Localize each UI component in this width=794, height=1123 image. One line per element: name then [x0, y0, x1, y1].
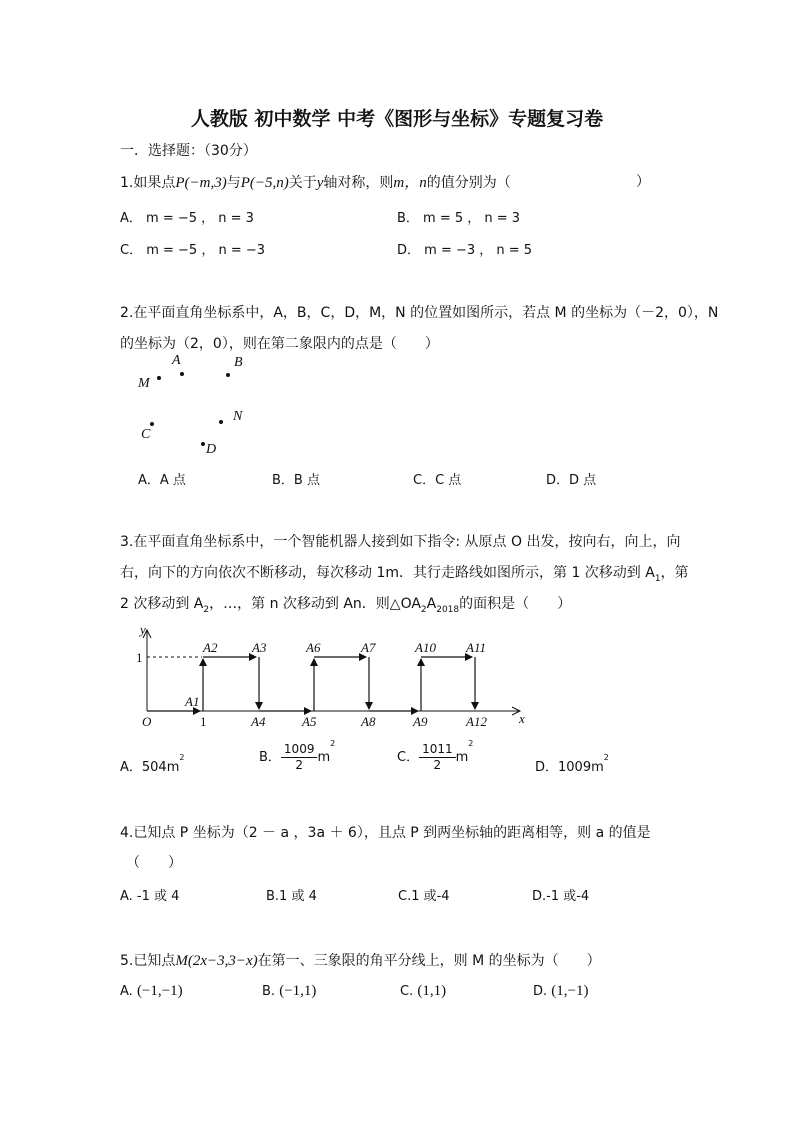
q4-option-d[interactable]: D.-1 或-4: [532, 889, 590, 904]
q3-line2-text: 右，向下的方向依次不断移动，每次移动 1m．其行走路线如图所示，第 1 次移动到 A: [120, 565, 655, 581]
q5-option-b-value: (−1,1): [279, 983, 317, 999]
x-axis-label: x: [519, 711, 525, 726]
a6-label: A6: [306, 640, 321, 655]
q3-line3-a: 2 次移动到 A: [120, 596, 204, 612]
q3-option-a[interactable]: [120, 753, 185, 775]
q1-point-1: P(−m,3): [175, 175, 227, 191]
page-title: 人教版 初中数学 中考《图形与坐标》专题复习卷: [190, 108, 604, 130]
q3-option-a-sup: 2: [179, 753, 185, 762]
point-m-label: M: [138, 376, 150, 391]
q3-option-c-den: 2: [433, 758, 442, 772]
q5-tail: 在第一、三象限的角平分线上，则 M 的坐标为（ ）: [257, 953, 601, 969]
q3-option-d-sup: 2: [603, 753, 609, 762]
q3-option-c-fraction: [419, 742, 456, 773]
q3-option-c-num: 1011: [419, 742, 456, 758]
question-3-line-1: 3.在平面直角坐标系中，一个智能机器人接到如下指令: 从原点 O 出发，按向右，向上，向: [120, 534, 681, 550]
question-4-line-1: 4.已知点 P 坐标为（2 － a ，3a ＋ 6），且点 P 到两坐标轴的距离相等，则 a 的值是: [120, 825, 651, 841]
q5-expression: M(2x−3,3−x): [175, 953, 258, 969]
a7-label: A7: [361, 640, 376, 655]
q3-option-b-unit: m: [317, 750, 331, 765]
a12-label: A12: [466, 714, 487, 729]
q1-point-2: P(−5,n): [240, 175, 289, 191]
q3-option-b-label: B．: [259, 750, 281, 765]
point-b-label: B: [234, 355, 243, 370]
q5-option-c-value: (1,1): [417, 983, 447, 999]
q5-option-a[interactable]: [120, 983, 183, 1000]
q3-option-c-label: C．: [397, 750, 420, 765]
q1-lead: 1.如果点: [120, 175, 176, 191]
q1-option-a[interactable]: A． m = −5 ， n = 3: [120, 211, 254, 226]
q3-line3-sub2: 2: [420, 605, 427, 615]
q3-option-d[interactable]: [535, 753, 609, 775]
question-2-line-2: 的坐标为（2，0），则在第二象限内的点是（ ）: [120, 336, 439, 352]
a1-label: A1: [185, 694, 200, 709]
q1-option-c[interactable]: C． m = −5 ， n = −3: [120, 243, 266, 258]
q1-close-paren: ）: [636, 174, 650, 190]
q3-line3-sub: 2: [203, 605, 210, 615]
q1-option-b[interactable]: B． m = 5 ， n = 3: [397, 211, 521, 226]
q3-line2-sub: 1: [654, 574, 661, 584]
q2-option-a[interactable]: A．A 点: [138, 473, 186, 488]
q4-option-c[interactable]: C.1 或-4: [398, 889, 450, 904]
q2-option-c[interactable]: C．C 点: [413, 473, 462, 488]
q3-option-a-text: A．504m: [120, 760, 180, 775]
q2-option-b[interactable]: B．B 点: [272, 473, 320, 488]
q3-option-b-den: 2: [295, 758, 304, 772]
a4-label: A4: [251, 714, 266, 729]
q3-option-c-sup: 2: [468, 739, 474, 748]
q3-option-b-num: 1009: [281, 742, 318, 758]
section-heading: 一．选择题：（30分）: [120, 143, 257, 159]
q5-option-d-label: D.: [533, 984, 548, 999]
q2-option-d[interactable]: D．D 点: [546, 473, 597, 488]
question-2-line-1: 2.在平面直角坐标系中，A，B，C，D，M，N 的位置如图所示，若点 M 的坐标为（－2，0），N: [120, 305, 719, 321]
q1-tail-1: 关于: [288, 175, 317, 191]
x-tick-1: 1: [200, 714, 207, 729]
point-a-label: A: [172, 353, 181, 368]
q3-line2-tail: ，第: [660, 565, 689, 581]
q3-option-b-fraction: [281, 742, 318, 773]
q3-line3-b: ，…，第 n 次移动到 An．则△OA: [209, 596, 421, 612]
y-tick-1: 1: [136, 650, 143, 665]
q5-option-c[interactable]: [400, 983, 446, 1000]
q3-line3-d: 的面积是（ ）: [459, 596, 572, 612]
q1-tail-2: 轴对称，则: [323, 175, 394, 191]
q5-option-b[interactable]: [262, 983, 316, 1000]
q5-lead: 5.已知点: [120, 953, 176, 969]
q4-option-a[interactable]: A. -1 或 4: [120, 889, 180, 904]
q3-line3-c: A: [426, 596, 437, 612]
a2-label: A2: [203, 640, 218, 655]
q3-option-b-sup: 2: [330, 739, 336, 748]
q5-option-c-label: C.: [400, 984, 414, 999]
question-4-line-2: （ ）: [126, 855, 182, 871]
q1-mid: 与: [226, 175, 241, 191]
q1-tail-3: 的值分别为（: [426, 175, 511, 191]
point-c-label: C: [141, 427, 151, 442]
q3-option-c[interactable]: [397, 739, 474, 773]
q1-vars: m，n: [393, 175, 427, 191]
a3-label: A3: [252, 640, 267, 655]
q4-option-b[interactable]: B.1 或 4: [266, 889, 317, 904]
q3-option-c-unit: m: [455, 750, 469, 765]
q3-option-d-text: D．1009m: [535, 760, 604, 775]
origin-label: O: [142, 714, 152, 729]
q5-option-b-label: B.: [262, 984, 276, 999]
a11-label: A11: [466, 640, 486, 655]
q3-line3-sub3: 2018: [436, 605, 460, 615]
question-5-stem: [120, 950, 601, 970]
q1-option-d[interactable]: D． m = −3 ， n = 5: [397, 243, 533, 258]
a10-label: A10: [415, 640, 436, 655]
q5-option-a-value: (−1,−1): [136, 983, 183, 999]
q3-option-b[interactable]: [259, 739, 336, 773]
q1-axis: y: [316, 175, 324, 191]
a8-label: A8: [361, 714, 376, 729]
y-axis-label: y: [140, 622, 146, 637]
point-d-label: D: [206, 442, 217, 457]
q5-option-a-label: A.: [120, 984, 133, 999]
q5-option-d[interactable]: [533, 983, 589, 1000]
a5-label: A5: [302, 714, 317, 729]
point-n-label: N: [233, 409, 243, 424]
a9-label: A9: [413, 714, 428, 729]
q5-option-d-value: (1,−1): [551, 983, 589, 999]
